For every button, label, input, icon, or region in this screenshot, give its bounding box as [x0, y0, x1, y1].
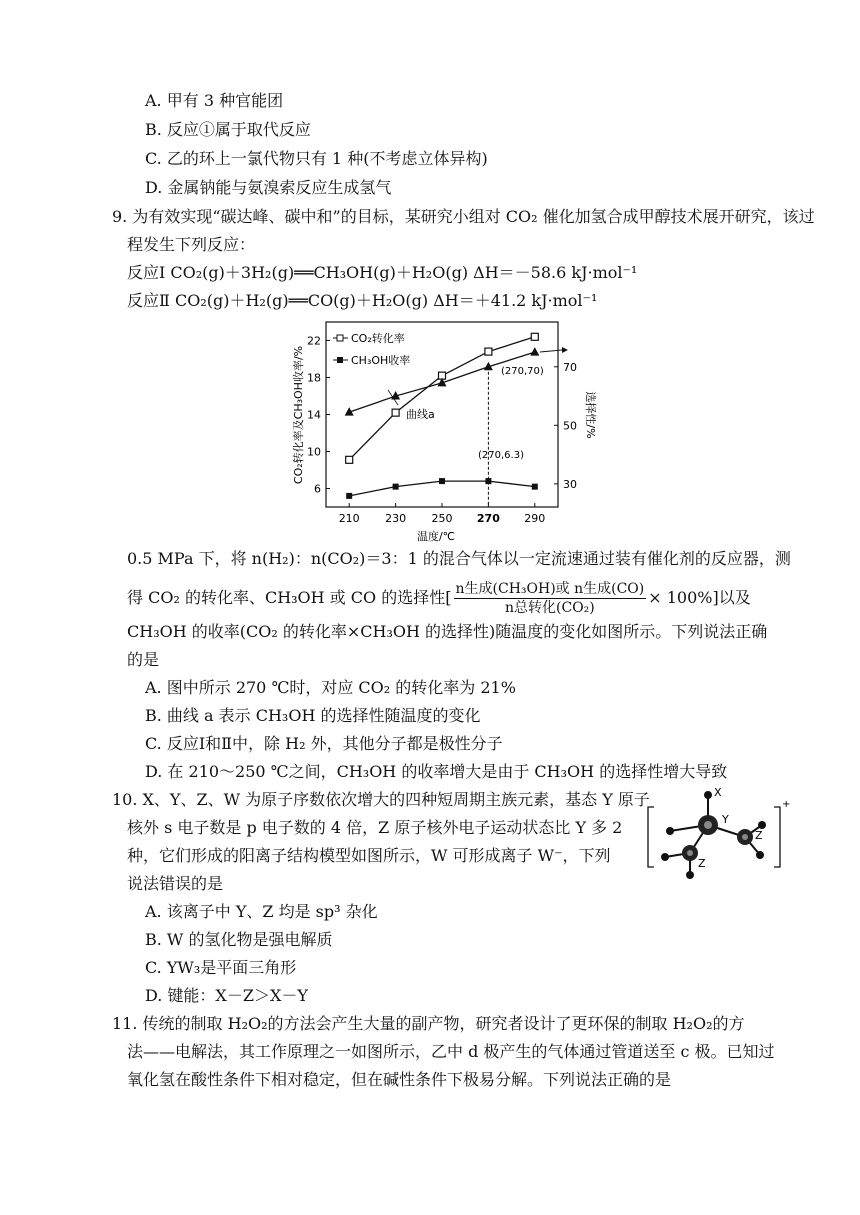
q10-option-a: A. 该离子中 Y、Z 均是 sp³ 杂化	[145, 902, 378, 921]
legend-marker-co2	[337, 335, 343, 341]
q9-para-line4: 的是	[127, 650, 160, 669]
marker-ch3oh-yield	[532, 484, 538, 490]
y-right-tick-label: 70	[563, 360, 577, 374]
q10-option-d: D. 键能：X－Z＞X－Y	[145, 986, 308, 1005]
marker-ch3oh-yield	[393, 484, 399, 490]
q9-para-line1: 0.5 MPa 下，将 n(H₂)：n(CO₂)＝3：1 的混合气体以一定流速通过装有催化剂的反应器，测	[127, 549, 791, 568]
q10-stem-line1: 10. X、Y、Z、W 为原子序数依次增大的四种短周期主族元素，基态 Y 原子	[112, 790, 650, 809]
y-left-tick-label: 14	[307, 408, 321, 422]
label-x: X	[714, 786, 722, 799]
x-axis-label: 温度/℃	[416, 530, 456, 543]
q9-option-a: A. 图中所示 270 ℃时，对应 CO₂ 的转化率为 21%	[145, 678, 516, 697]
q11-stem-line1: 11. 传统的制取 H₂O₂的方法会产生大量的副产物，研究者设计了更环保的制取 H₂O₂的方	[112, 1014, 745, 1033]
marker-ch3oh-yield	[346, 493, 352, 499]
q8-option-b: B. 反应①属于取代反应	[145, 120, 311, 139]
selectivity-fraction	[454, 580, 647, 617]
right-axis-arrowhead	[562, 347, 568, 353]
q9-option-b: B. 曲线 a 表示 CH₃OH 的选择性随温度的变化	[145, 706, 481, 725]
q9-para-line3: CH₃OH 的收率(CO₂ 的转化率×CH₃OH 的选择性)随温度的变化如图所示。下列说法正确	[127, 622, 768, 641]
chart-svg	[288, 320, 597, 545]
annotation-270-6-3: (270,6.3)	[478, 450, 524, 461]
charge-label: +	[782, 799, 791, 810]
y-left-tick-label: 10	[307, 445, 321, 459]
q9-option-c: C. 反应Ⅰ和Ⅱ中，除 H₂ 外，其他分子都是极性分子	[145, 734, 503, 753]
marker-co2-conversion	[346, 456, 353, 463]
marker-co2-conversion	[485, 348, 492, 355]
marker-co2-conversion	[531, 333, 538, 340]
fraction-numerator: n生成(CH₃OH)或 n生成(CO)	[455, 581, 645, 597]
x-tick-label: 250	[431, 512, 453, 525]
x-tick-label: 290	[524, 512, 546, 525]
y-axis-right-label: 选择性/%	[584, 391, 597, 439]
legend-co2-conversion: CO₂转化率	[351, 332, 405, 345]
q9-stem-line2: 程发生下列反应：	[127, 235, 256, 254]
legend	[333, 331, 410, 367]
label-z1: Z	[755, 829, 763, 842]
q10-option-b: B. W 的氢化物是强电解质	[145, 930, 333, 949]
q9-stem-line1: 9. 为有效实现“碳达峰、碳中和”的目标，某研究小组对 CO₂ 催化加氢合成甲醇技术展开研究，该过	[112, 207, 815, 226]
q9-para-line2	[127, 580, 751, 617]
y-right-tick-label: 30	[563, 477, 577, 491]
q10-stem-line4: 说法错误的是	[127, 874, 224, 893]
fraction-denominator: n总转化(CO₂)	[505, 600, 595, 616]
q10-stem-line3: 种，它们形成的阳离子结构模型如图所示，W 可形成离子 W⁻，下列	[127, 846, 611, 865]
y-right-tick-label: 50	[563, 419, 577, 433]
q8-option-d: D. 金属钠能与氨溴索反应生成氢气	[145, 178, 392, 197]
cation-structure-model	[640, 785, 800, 885]
legend-marker-ch3oh	[337, 357, 343, 363]
x-tick-label: 210	[338, 512, 360, 525]
cation-model-svg	[640, 785, 800, 885]
q11-stem-line3: 氧化氢在酸性条件下相对稳定，但在碱性条件下极易分解。下列说法正确的是	[127, 1070, 672, 1089]
q10-stem-line2: 核外 s 电子数是 p 电子数的 4 倍，Z 原子核外电子运动状态比 Y 多 2	[127, 818, 623, 837]
q8-option-a: A. 甲有 3 种官能团	[145, 91, 284, 110]
left-bracket	[648, 807, 654, 867]
y-left-tick-label: 6	[314, 482, 321, 496]
q9-option-d: D. 在 210～250 ℃之间，CH₃OH 的收率增大是由于 CH₃OH 的选择性增大导致	[145, 762, 728, 781]
marker-ch3oh-yield	[439, 478, 445, 484]
q9-para2-text-a: 得 CO₂ 的转化率、CH₃OH 或 CO 的选择性[	[127, 588, 452, 607]
q9-para2-text-b: × 100%]以及	[648, 588, 751, 607]
q8-option-c: C. 乙的环上一氯代物只有 1 种(不考虑立体异构)	[145, 149, 488, 168]
y-left-tick-label: 22	[307, 334, 321, 348]
marker-co2-conversion	[392, 409, 399, 416]
label-z2: Z	[698, 857, 706, 870]
x-tick-label: 230	[385, 512, 407, 525]
q9-reaction-1: 反应Ⅰ CO₂(g)＋3H₂(g)══CH₃OH(g)＋H₂O(g) ΔH＝－58.6 kJ·mol⁻¹	[127, 263, 638, 282]
right-axis-arrow	[540, 350, 562, 352]
y-left-tick-label: 18	[307, 371, 321, 385]
annotation-270-70: (270,70)	[501, 366, 544, 377]
marker-curve-a	[530, 347, 539, 356]
right-bracket	[774, 807, 780, 867]
q9-chart	[288, 320, 597, 545]
legend-ch3oh-yield: CH₃OH收率	[351, 354, 411, 367]
q10-option-c: C. YW₃是平面三角形	[145, 958, 297, 977]
label-y: Y	[722, 813, 729, 826]
q11-stem-line2: 法——电解法，其工作原理之一如图所示，乙中 d 极产生的气体通过管道送至 c 极。已知过	[127, 1042, 775, 1061]
y-axis-left-label: CO₂转化率及CH₃OH收率/%	[292, 345, 305, 485]
curve-a-label: 曲线a	[406, 408, 435, 421]
x-tick-label: 270	[476, 512, 500, 525]
q9-reaction-2: 反应Ⅱ CO₂(g)＋H₂(g)══CO(g)＋H₂O(g) ΔH＝＋41.2 kJ·mol⁻¹	[127, 291, 598, 310]
